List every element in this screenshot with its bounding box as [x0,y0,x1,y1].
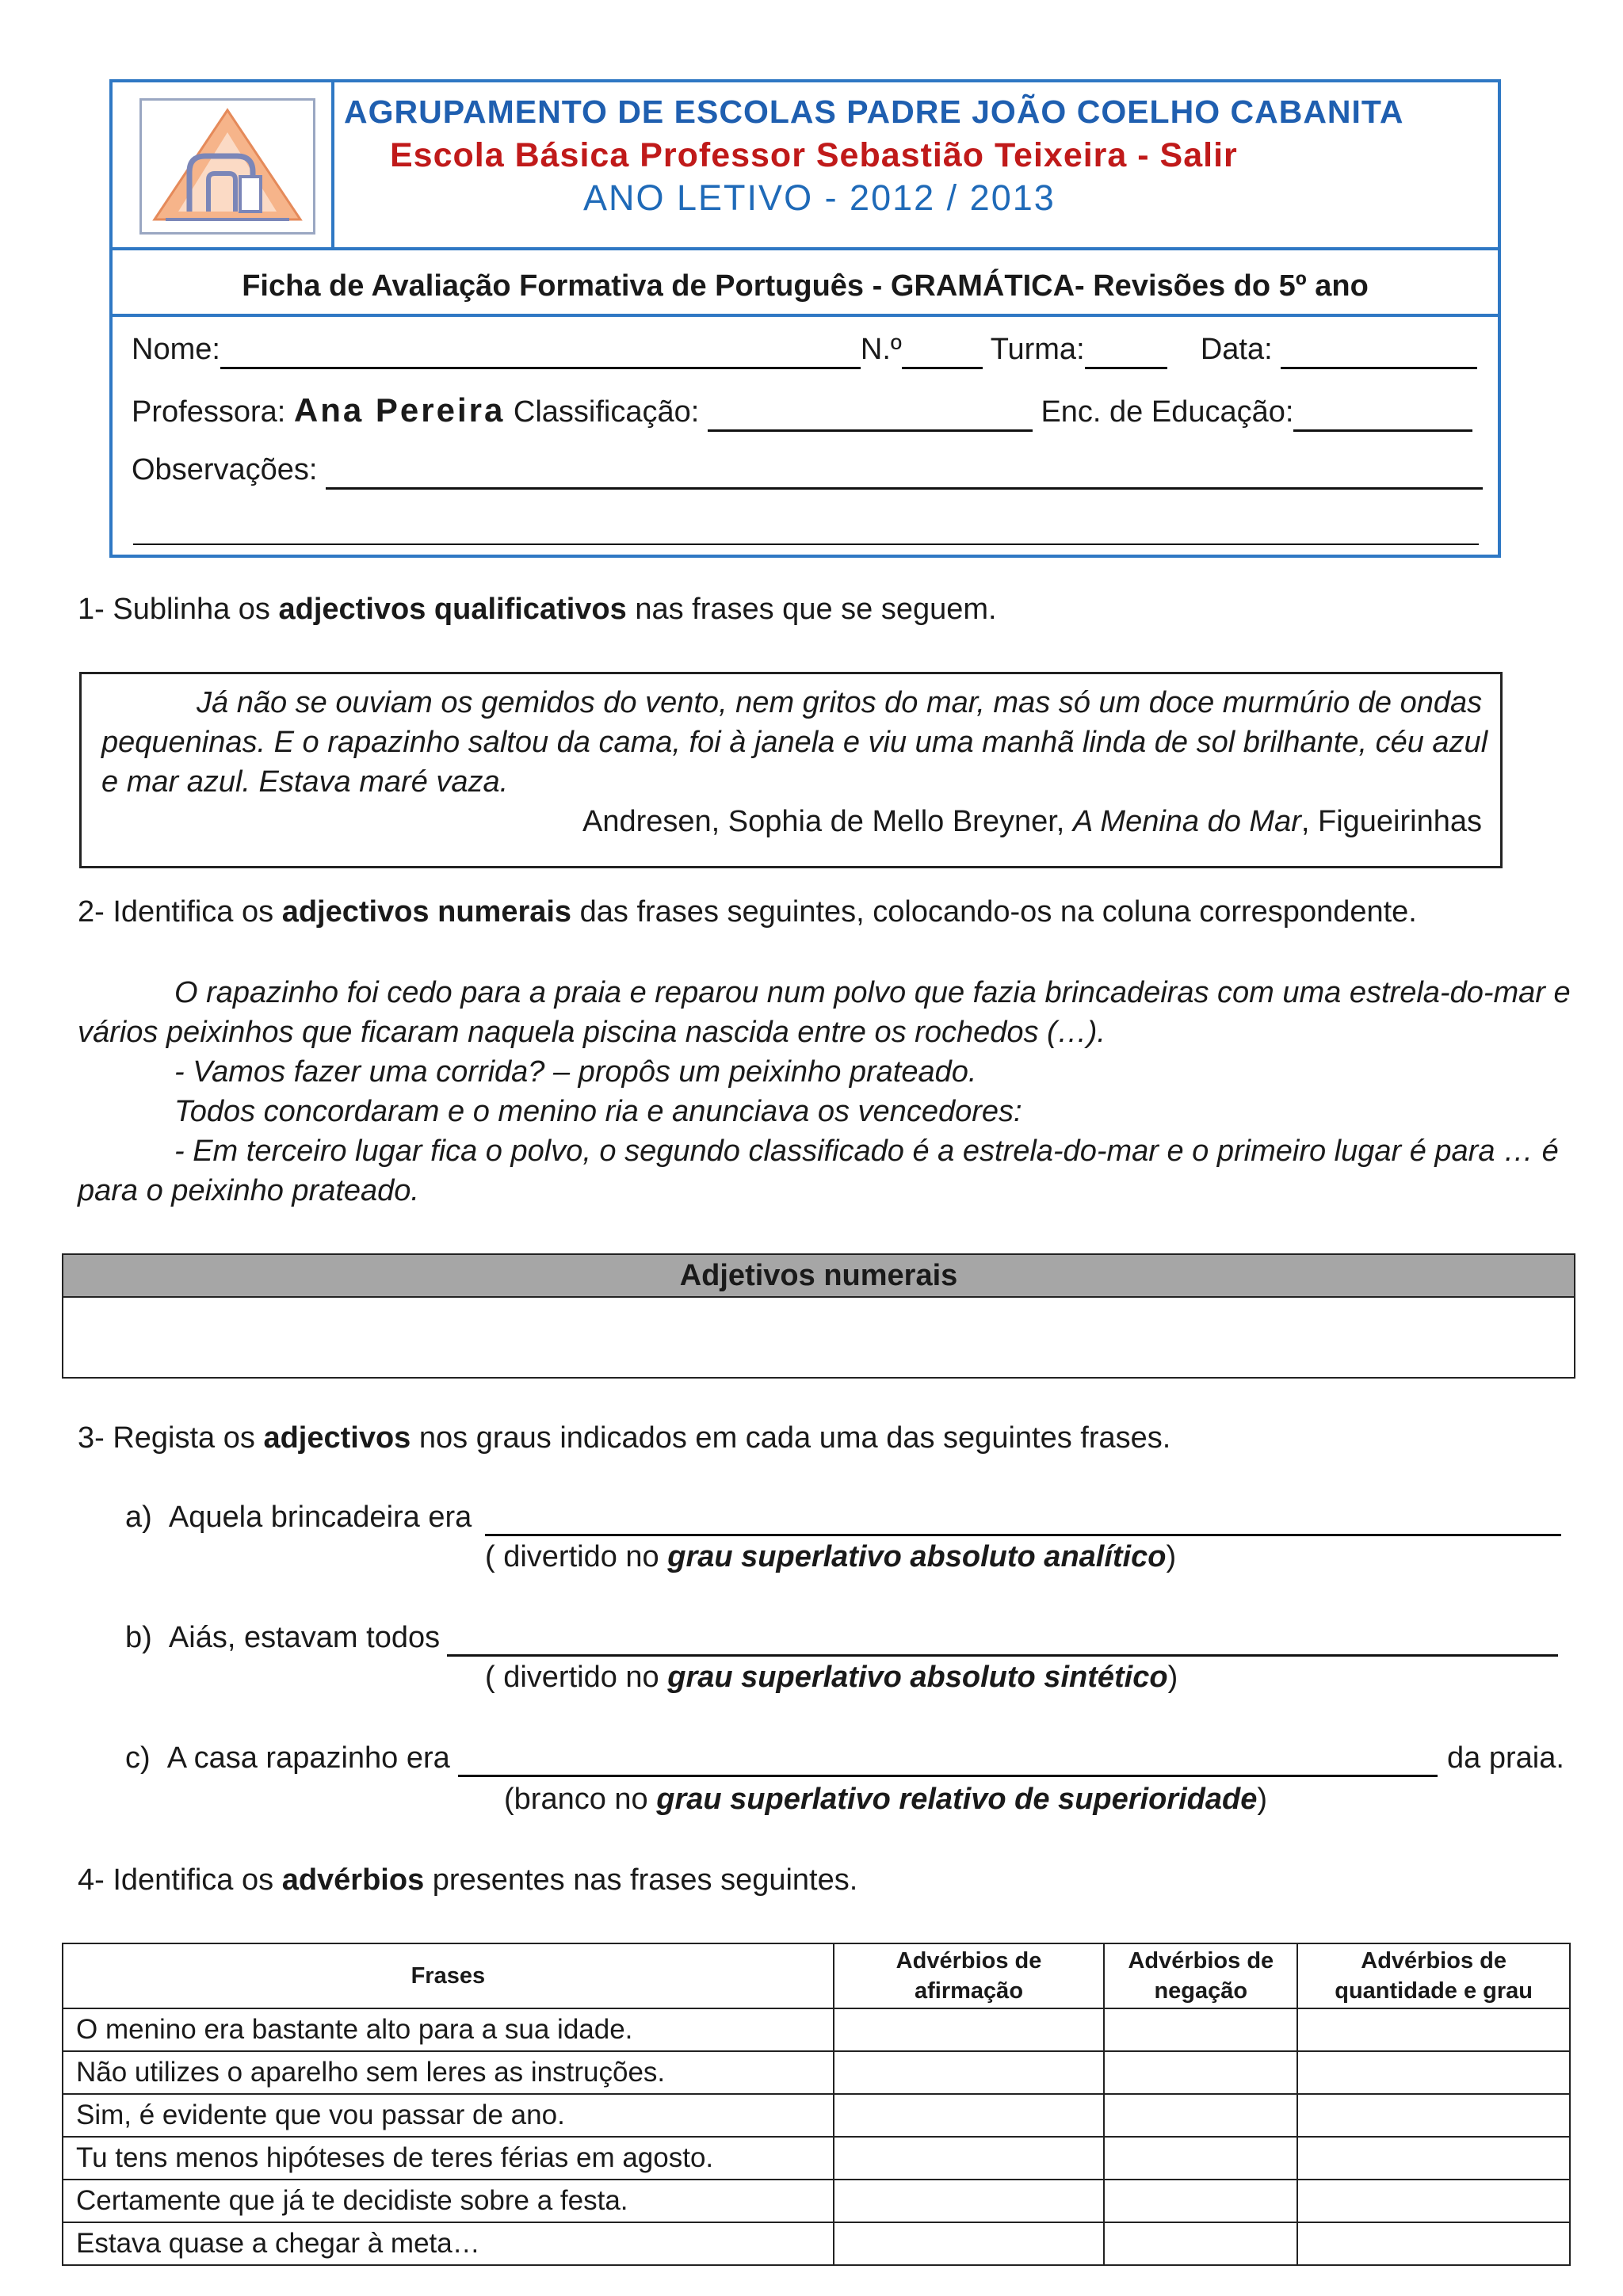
teacher-row [132,391,1472,432]
teacher-name: Ana Pereira [293,391,506,429]
q3-suffix: nos graus indicados em cada uma das seguintes frases. [411,1421,1171,1455]
sentence-cell: O menino era bastante alto para a sua idade. [63,2008,834,2051]
q1-keyword: adjectivos qualificativos [278,593,627,626]
answer-cell[interactable] [1297,2137,1570,2180]
answer-cell[interactable] [834,2137,1105,2180]
col-header-frases [63,1943,834,2008]
col-header-line: Frases [411,1963,486,1989]
item-letter: a) [125,1501,152,1534]
q2-suffix: das frases seguintes, colocando-os na coluna correspondente. [571,895,1417,929]
q3-answer-line-c[interactable] [458,1775,1438,1777]
name-field[interactable] [220,333,861,369]
table-row [63,2180,1570,2222]
date-field[interactable] [1281,333,1477,369]
item-text: Aquela brincadeira era [168,1501,472,1534]
hint-grade: grau superlativo relativo de superioridade [656,1783,1258,1816]
q4-suffix: presentes nas frases seguintes. [424,1863,858,1897]
hint-pre: (branco no [504,1783,657,1816]
guardian-label: Enc. de Educação: [1041,395,1294,429]
sentence-cell: Certamente que já te decidiste sobre a festa. [63,2180,834,2222]
answer-cell[interactable] [1297,2094,1570,2137]
class-field[interactable] [1085,333,1167,369]
grade-field[interactable] [708,395,1033,432]
answer-cell[interactable] [1104,2180,1297,2222]
notes-field[interactable] [326,453,1483,490]
q2-prefix: 2- Identifica os [78,895,282,929]
answer-cell[interactable] [834,2222,1105,2265]
hint-pre: ( divertido no [485,1661,668,1694]
citation-title: A Menina do Mar [1072,805,1301,838]
numeral-table-header: Adjetivos numerais [63,1255,1574,1298]
q3-after-c: da praia. [1447,1741,1564,1775]
col-header-negacao [1104,1943,1297,2008]
q2-instruction [78,895,1417,929]
class-label: Turma: [990,333,1085,366]
numeral-answer-cell[interactable] [63,1298,1574,1377]
col-header-line: afirmação [915,1978,1024,2004]
citation-author: Andresen, Sophia de Mello Breyner, [582,805,1073,838]
date-label: Data: [1200,333,1273,366]
q3-item-a [125,1501,472,1535]
table-row [63,2094,1570,2137]
q3-prefix: 3- Regista os [78,1421,264,1455]
header-divider-1 [109,247,1501,250]
item-letter: c) [125,1741,151,1775]
answer-cell[interactable] [834,2180,1105,2222]
answer-cell[interactable] [1104,2222,1297,2265]
school-logo [139,98,315,235]
answer-cell[interactable] [1297,2008,1570,2051]
col-header-line: Advérbios de [1361,1948,1507,1974]
school-logo-icon [142,101,313,232]
q4-keyword: advérbios [281,1863,425,1897]
q3-answer-line-b[interactable] [447,1654,1558,1657]
adverbs-table-header [63,1943,1570,2008]
guardian-field[interactable] [1293,395,1472,432]
q3-hint-b [485,1661,1178,1695]
col-header-line: Advérbios de [1128,1948,1274,1974]
worksheet-title: Ficha de Avaliação Formativa de Português - GRAMÁTICA- Revisões do 5º ano [242,269,1369,303]
col-header-line: negação [1154,1978,1248,2004]
q1-instruction [78,593,997,627]
q3-answer-line-a[interactable] [485,1534,1561,1536]
q3-item-b [125,1621,440,1655]
answer-cell[interactable] [1297,2051,1570,2094]
hint-post: ) [1166,1540,1177,1573]
q1-suffix: nas frases que se seguem. [626,593,997,626]
q3-hint-a [485,1540,1176,1574]
sentence-cell: Não utilizes o aparelho sem leres as instruções. [63,2051,834,2094]
answer-cell[interactable] [834,2051,1105,2094]
answer-cell[interactable] [1104,2094,1297,2137]
table-row [63,2137,1570,2180]
item-letter: b) [125,1621,152,1654]
col-header-line: Advérbios de [896,1948,1042,1974]
item-text: Aiás, estavam todos [168,1621,441,1654]
number-field[interactable] [902,333,983,369]
q2-passage-line-5: - Em terceiro lugar fica o polvo, o segundo classificado é a estrela-do-mar e o primeiro lugar é para … é [174,1135,1559,1168]
hint-post: ) [1167,1661,1178,1694]
teacher-label: Professora: [132,395,286,429]
number-label: N.º [860,333,902,366]
notes-row [132,453,1483,490]
answer-cell[interactable] [1104,2051,1297,2094]
hint-grade: grau superlativo absoluto sintético [667,1661,1168,1694]
citation-publisher: , Figueirinhas [1300,805,1482,838]
hint-grade: grau superlativo absoluto analítico [667,1540,1167,1573]
sentence-cell: Tu tens menos hipóteses de teres férias em agosto. [63,2137,834,2180]
q2-passage-line-6: para o peixinho prateado. [78,1174,419,1207]
q3-item-c [125,1741,450,1775]
col-header-afirmacao [834,1943,1105,2008]
q2-passage-line-2: vários peixinhos que ficaram naquela piscina nascida entre os rochedos (…). [78,1016,1106,1049]
hint-pre: ( divertido no [485,1540,668,1573]
notes-label: Observações: [132,453,318,486]
school-group: AGRUPAMENTO DE ESCOLAS PADRE JOÃO COELHO CABANITA [344,93,1404,130]
q3-hint-c [504,1783,1267,1817]
notes-line-2[interactable] [133,543,1479,545]
q1-passage-line-2: pequeninas. E o rapazinho saltou da cama, foi à janela e viu uma manhã linda de sol brilhante, céu azul [101,726,1488,759]
q4-instruction [78,1863,857,1897]
q1-passage-line-3: e mar azul. Estava maré vaza. [101,765,509,799]
q2-keyword: adjectivos numerais [281,895,572,929]
answer-cell[interactable] [1297,2180,1570,2222]
grade-label: Classificação: [513,395,700,429]
adverbs-table [62,1943,1571,2266]
answer-cell[interactable] [1104,2008,1297,2051]
school-year: ANO LETIVO - 2012 / 2013 [583,177,1056,218]
q3-instruction [78,1421,1170,1455]
q1-passage-line-1: Já não se ouviam os gemidos do vento, nem gritos do mar, mas só um doce murmúrio de ondas [197,686,1483,719]
table-row [63,2051,1570,2094]
item-text: A casa rapazinho era [166,1741,450,1775]
hint-post: ) [1257,1783,1267,1816]
q1-prefix: 1- Sublinha os [78,593,279,626]
numeral-table [62,1253,1575,1379]
table-row [63,2222,1570,2265]
col-header-quantidade [1297,1943,1570,2008]
q3-keyword: adjectivos [263,1421,411,1455]
q4-prefix: 4- Identifica os [78,1863,282,1897]
header-divider-2 [109,314,1501,317]
answer-cell[interactable] [834,2008,1105,2051]
name-label: Nome: [132,333,220,366]
sentence-cell: Estava quase a chegar à meta… [63,2222,834,2265]
sentence-cell: Sim, é evidente que vou passar de ano. [63,2094,834,2137]
table-row [63,2008,1570,2051]
school-name: Escola Básica Professor Sebastião Teixeira - Salir [390,136,1238,174]
answer-cell[interactable] [834,2094,1105,2137]
answer-cell[interactable] [1297,2222,1570,2265]
name-row [132,333,1477,369]
answer-cell[interactable] [1104,2137,1297,2180]
col-header-line: quantidade e grau [1335,1978,1533,2004]
q1-citation [582,805,1482,839]
q2-passage-line-1: O rapazinho foi cedo para a praia e reparou num polvo que fazia brincadeiras com uma estrela-do-mar e [174,976,1571,1009]
q2-passage-line-4: Todos concordaram e o menino ria e anunciava os vencedores: [174,1095,1022,1128]
q2-passage-line-3: - Vamos fazer uma corrida? – propôs um peixinho prateado. [174,1055,977,1089]
